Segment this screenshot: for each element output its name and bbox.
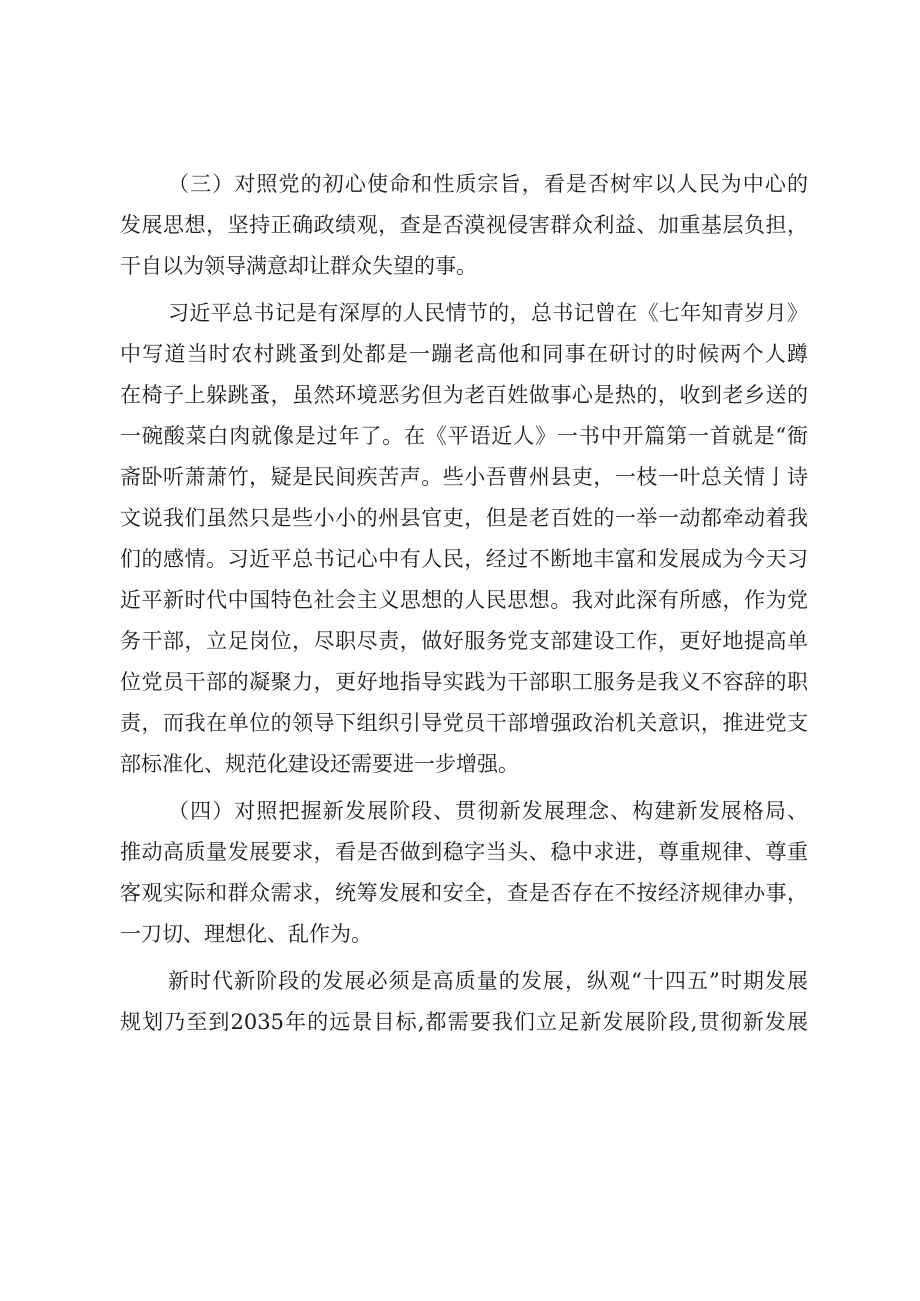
text-line: 规划乃至到2035年的远景目标,都需要我们立足新发展阶段,贯彻新发展 <box>120 1010 808 1034</box>
document-body <box>120 164 808 1043</box>
text-line: 在椅子上躲跳蚤，虽然环境恶劣但为老百姓做事心是热的，收到老乡送的 <box>120 383 808 407</box>
paragraph-section-three-heading <box>120 164 808 287</box>
text-line: 斋卧听萧萧竹，疑是民间疾苦声。些小吾曹州县吏，一枝一叶总关情亅诗 <box>120 465 808 489</box>
paragraph-section-four-heading <box>120 791 808 955</box>
text-line: 发展思想，坚持正确政绩观，查是否漠视侵害群众利益、加重基层负担， <box>120 213 808 237</box>
text-line: 干自以为领导满意却让群众失望的事。 <box>120 254 477 278</box>
text-line: 一刀切、理想化、乱作为。 <box>120 922 372 946</box>
text-line: 一碗酸菜白肉就像是过年了。在《平语近人》一书中开篇第一首就是“衙 <box>120 424 808 448</box>
text-line: 近平新时代中国特色社会主义思想的人民思想。我对此深有所感，作为党 <box>120 588 808 612</box>
paragraph-section-three-body <box>120 293 808 785</box>
text-line: 中写道当时农村跳蚤到处都是一蹦老高他和同事在研讨的时候两个人蹲 <box>120 342 808 366</box>
text-line: 部标准化、规范化建设还需要进一步增强。 <box>120 752 519 776</box>
text-line: 位党员干部的凝聚力，更好地指导实践为干部职工服务是我义不容辞的职 <box>120 670 808 694</box>
text-line: 客观实际和群众需求，统筹发展和安全，查是否存在不按经济规律办事， <box>120 881 808 905</box>
text-line: 责，而我在单位的领导下组织引导党员干部增强政治机关意识，推进党支 <box>120 711 808 735</box>
text-line: （四）对照把握新发展阶段、贯彻新发展理念、构建新发展格局、 <box>168 799 808 823</box>
text-line: 务干部，立足岗位，尽职尽责，做好服务党支部建设工作，更好地提高单 <box>120 629 808 653</box>
text-line: 习近平总书记是有深厚的人民情节的，总书记曾在《七年知青岁月》 <box>168 301 808 325</box>
text-line: 新时代新阶段的发展必须是高质量的发展，纵观“十四五”时期发展 <box>168 969 808 993</box>
text-line: 推动高质量发展要求，看是否做到稳字当头、稳中求进，尊重规律、尊重 <box>120 840 808 864</box>
text-line: 文说我们虽然只是些小小的州县官吏，但是老百姓的一举一动都牵动着我 <box>120 506 808 530</box>
text-line: （三）对照党的初心使命和性质宗旨，看是否树牢以人民为中心的 <box>168 172 808 196</box>
text-line: 们的感情。习近平总书记心中有人民，经过不断地丰富和发展成为今天习 <box>120 547 808 571</box>
paragraph-section-four-body <box>120 961 808 1043</box>
